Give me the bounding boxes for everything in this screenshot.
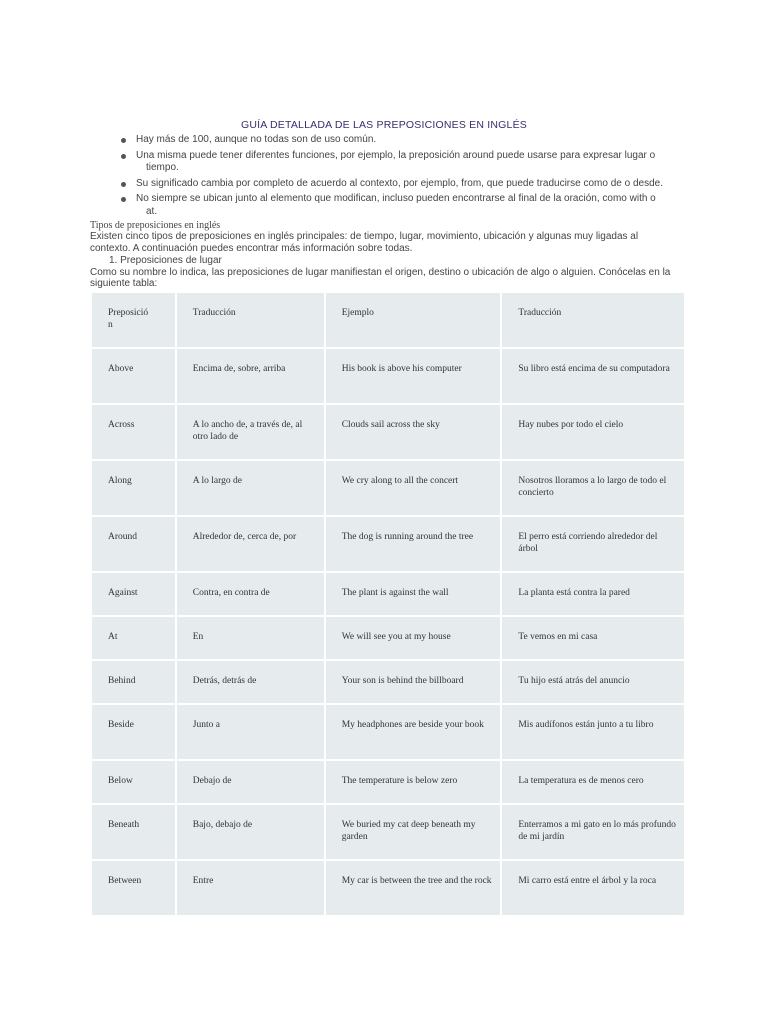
header-cell-preposicion: Preposició n [92, 293, 175, 347]
document-title: GUÍA DETALLADA DE LAS PREPOSICIONES EN INGLÉS [241, 119, 527, 131]
example-translation-cell: La planta está contra la pared [502, 573, 684, 615]
example-translation-cell: Mi carro está entre el árbol y la roca [502, 861, 684, 915]
table-row [92, 405, 684, 459]
translation-cell: Detrás, detrás de [177, 661, 324, 703]
preposition-cell: Between [92, 861, 175, 915]
preposition-cell: Against [92, 573, 175, 615]
example-cell: The dog is running around the tree [326, 517, 501, 571]
intro-line-2: contexto. A continuación puedes encontrar más información sobre todas. [90, 243, 413, 254]
example-cell: We will see you at my house [326, 617, 501, 659]
bullet-list [118, 134, 678, 221]
header-cell-ejemplo: Ejemplo [326, 293, 501, 347]
example-cell: His book is above his computer [326, 349, 501, 403]
translation-cell: Bajo, debajo de [177, 805, 324, 859]
example-cell: We cry along to all the concert [326, 461, 501, 515]
bullet-text-continued: at. [146, 205, 158, 217]
example-translation-cell: Enterramos a mi gato en lo más profundo de mi jardín [502, 805, 684, 859]
table-row [92, 573, 684, 615]
translation-cell: En [177, 617, 324, 659]
lugar-text-line-2: siguiente tabla: [90, 278, 158, 289]
preposition-cell: Below [92, 761, 175, 803]
example-cell: We buried my cat deep beneath my garden [326, 805, 501, 859]
table-row [92, 517, 684, 571]
example-cell: The plant is against the wall [326, 573, 501, 615]
preposition-cell: Beside [92, 705, 175, 759]
example-translation-cell: Nosotros lloramos a lo largo de todo el concierto [502, 461, 684, 515]
bullet-dot-icon [121, 154, 126, 159]
table-row [92, 805, 684, 859]
example-translation-cell: Hay nubes por todo el cielo [502, 405, 684, 459]
section-heading: Tipos de preposiciones en inglés [90, 220, 221, 231]
bullet-text: Hay más de 100, aunque no todas son de uso común. [136, 134, 377, 145]
table-row [92, 349, 684, 403]
header-cell-traduccion-ejemplo: Traducción [502, 293, 684, 347]
translation-cell: Alrededor de, cerca de, por [177, 517, 324, 571]
example-translation-cell: La temperatura es de menos cero [502, 761, 684, 803]
prepositions-table [90, 291, 686, 917]
preposition-cell: Across [92, 405, 175, 459]
translation-cell: A lo largo de [177, 461, 324, 515]
table-row [92, 861, 684, 915]
preposition-cell: Beneath [92, 805, 175, 859]
example-translation-cell: El perro está corriendo alrededor del árbol [502, 517, 684, 571]
example-translation-cell: Tu hijo está atrás del anuncio [502, 661, 684, 703]
example-cell: Clouds sail across the sky [326, 405, 501, 459]
example-cell: My car is between the tree and the rock [326, 861, 501, 915]
table-row [92, 461, 684, 515]
table-row [92, 761, 684, 803]
example-translation-cell: Mis audífonos están junto a tu libro [502, 705, 684, 759]
bullet-dot-icon [121, 197, 126, 202]
bullet-text: Una misma puede tener diferentes funciones, por ejemplo, la preposición around puede usarse para expresar lugar o [136, 149, 656, 161]
bullet-item [118, 150, 678, 175]
header-cell-traduccion: Traducción [177, 293, 324, 347]
translation-cell: Junto a [177, 705, 324, 759]
translation-cell: Entre [177, 861, 324, 915]
bullet-item [118, 134, 678, 147]
table-row [92, 617, 684, 659]
bullet-text: Su significado cambia por completo de acuerdo al contexto, por ejemplo, from, que puede traducirse como de o desde. [136, 177, 663, 189]
table-row [92, 705, 684, 759]
example-cell: My headphones are beside your book [326, 705, 501, 759]
preposition-cell: Above [92, 349, 175, 403]
translation-cell: Contra, en contra de [177, 573, 324, 615]
table-row [92, 661, 684, 703]
translation-cell: A lo ancho de, a través de, al otro lado de [177, 405, 324, 459]
bullet-item [118, 193, 678, 218]
example-cell: Your son is behind the billboard [326, 661, 501, 703]
intro-line-1: Existen cinco tipos de preposiciones en inglés principales: de tiempo, lugar, movimiento, ubicación y algunas muy ligadas al [90, 231, 639, 242]
bullet-text-continued: tiempo. [146, 162, 179, 173]
bullet-dot-icon [121, 138, 126, 143]
example-translation-cell: Te vemos en mi casa [502, 617, 684, 659]
preposition-cell: Around [92, 517, 175, 571]
numbered-item: 1. Preposiciones de lugar [109, 255, 222, 266]
translation-cell: Debajo de [177, 761, 324, 803]
preposition-cell: Behind [92, 661, 175, 703]
preposition-cell: At [92, 617, 175, 659]
bullet-dot-icon [121, 182, 126, 187]
preposition-cell: Along [92, 461, 175, 515]
bullet-item [118, 178, 678, 191]
bullet-text: No siempre se ubican junto al elemento que modifican, incluso pueden encontrarse al final de la oración, como with o [136, 193, 656, 204]
translation-cell: Encima de, sobre, arriba [177, 349, 324, 403]
example-translation-cell: Su libro está encima de su computadora [502, 349, 684, 403]
lugar-text-line-1: Como su nombre lo indica, las preposiciones de lugar manifiestan el origen, destino o ubicación de algo o alguien. Conócelas en la [90, 267, 671, 278]
example-cell: The temperature is below zero [326, 761, 501, 803]
table-header-row [92, 293, 684, 347]
